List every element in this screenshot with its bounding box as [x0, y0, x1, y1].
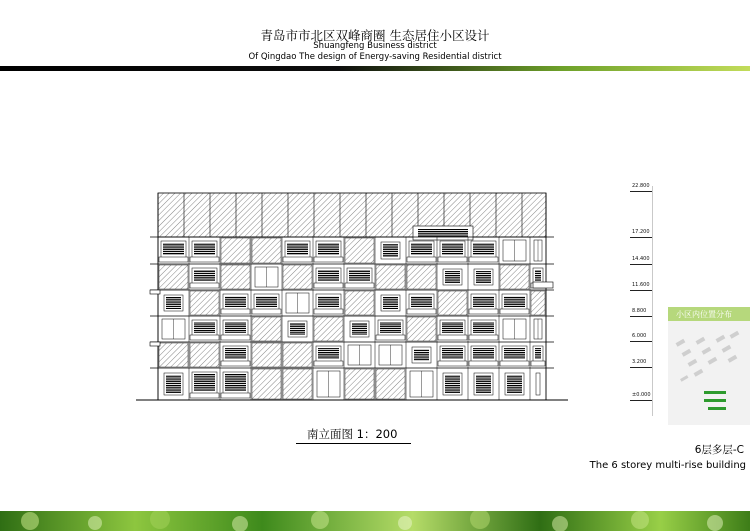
site-block — [696, 337, 706, 345]
balcony-rail — [221, 335, 250, 340]
site-block — [702, 347, 712, 355]
wall-panel — [221, 238, 250, 263]
level-label: 14.400 — [632, 256, 650, 262]
balcony-rail — [438, 335, 467, 340]
site-block — [682, 349, 692, 357]
balcony-rail — [190, 257, 219, 262]
window-blinds — [473, 348, 494, 359]
balcony-rail — [469, 257, 498, 262]
level-tick — [630, 264, 652, 265]
panel-divider — [652, 186, 653, 416]
balcony-rail — [469, 335, 498, 340]
site-block — [680, 375, 688, 382]
window-blinds — [287, 243, 308, 255]
window-blinds — [352, 323, 367, 335]
wall-panel — [500, 265, 529, 289]
balcony-rail — [500, 361, 529, 366]
balcony-rail — [469, 309, 498, 314]
window-blinds — [318, 270, 339, 281]
window-blinds — [318, 296, 339, 307]
window-blinds — [166, 375, 181, 393]
wall-panel — [283, 369, 312, 399]
wall-panel — [221, 265, 250, 289]
footer-foliage-highlights — [0, 511, 750, 531]
window-blinds — [411, 296, 432, 307]
balcony-rail — [438, 361, 467, 366]
site-block — [676, 339, 686, 347]
wall-panel — [252, 317, 281, 341]
balcony-rail — [221, 393, 250, 398]
window-blinds — [445, 271, 460, 283]
balcony-rail — [252, 309, 281, 314]
window-blinds — [225, 322, 246, 333]
window-blinds — [163, 243, 184, 255]
level-label: 3.200 — [632, 359, 647, 365]
balcony-rail — [345, 283, 374, 288]
caption-underline — [296, 443, 411, 444]
balcony-rail — [314, 309, 343, 314]
window-blinds — [318, 243, 339, 255]
canopy — [533, 282, 553, 288]
window-blinds — [507, 375, 522, 393]
balcony-rail — [221, 309, 250, 314]
window-blinds — [166, 297, 181, 309]
window — [536, 373, 540, 395]
penthouse-window — [418, 229, 468, 237]
level-label: 11.600 — [632, 282, 650, 288]
wall-panel — [531, 291, 545, 315]
balcony-rail — [407, 257, 436, 262]
balcony-rail — [314, 361, 343, 366]
window-blinds — [414, 349, 429, 361]
window-blinds — [290, 323, 305, 335]
roof-parapet — [158, 193, 546, 237]
site-block — [728, 355, 738, 363]
window-blinds — [445, 375, 460, 393]
balcony-rail — [190, 335, 219, 340]
balcony-rail — [500, 309, 529, 314]
window-blinds — [411, 243, 432, 255]
wall-panel — [376, 265, 405, 289]
location-panel-title: 小区内位置分布 — [676, 310, 732, 319]
level-tick — [630, 316, 652, 317]
window-blinds — [504, 296, 525, 307]
project-subtitle-line2: Of Qingdao The design of Energy-saving Residential district — [248, 52, 502, 62]
window-blinds — [535, 270, 541, 281]
location-panel — [668, 321, 750, 425]
window-blinds — [256, 296, 277, 307]
window-blinds — [442, 322, 463, 333]
balcony-rail — [283, 257, 312, 262]
wall-panel — [407, 265, 436, 289]
wall-panel — [376, 369, 405, 399]
level-tick — [630, 237, 652, 238]
balcony-rail — [376, 335, 405, 340]
window-blinds — [473, 322, 494, 333]
balcony-rail — [407, 309, 436, 314]
wall-panel — [190, 343, 219, 367]
balcony-rail — [469, 361, 498, 366]
level-label: 6.000 — [632, 333, 647, 339]
level-tick — [630, 191, 652, 192]
window-blinds — [380, 322, 401, 333]
window-blinds — [349, 270, 370, 281]
highlight-building — [708, 407, 726, 410]
site-block — [688, 359, 698, 367]
window-blinds — [225, 348, 246, 359]
wall-panel — [252, 343, 281, 367]
wall-panel — [159, 343, 188, 367]
level-tick — [630, 290, 652, 291]
window-blinds — [194, 322, 215, 333]
balcony-rail — [438, 257, 467, 262]
wall-panel — [283, 343, 312, 367]
highlight-building — [704, 391, 726, 394]
site-plan-thumbnail — [668, 321, 750, 425]
building-type-label-en: The 6 storey multi-rise building — [589, 460, 746, 471]
balcony-rail — [531, 361, 545, 366]
window-blinds — [473, 296, 494, 307]
wall-panel — [283, 265, 312, 289]
wall-panel — [345, 238, 374, 263]
window-blinds — [225, 296, 246, 307]
window-blinds — [535, 348, 541, 359]
wall-panel — [252, 238, 281, 263]
window-blinds — [194, 374, 215, 391]
wall-panel — [438, 291, 467, 315]
canopy — [150, 342, 160, 346]
highlight-building — [704, 399, 726, 402]
window-blinds — [476, 375, 491, 393]
window-blinds — [504, 348, 525, 359]
balcony-rail — [221, 361, 250, 366]
window-blinds — [383, 244, 398, 257]
building-type-label: 6层多层-C — [694, 444, 744, 456]
wall-panel — [252, 369, 281, 399]
window-blinds — [225, 374, 246, 391]
wall-panel — [314, 317, 343, 341]
wall-panel — [159, 265, 188, 289]
level-tick — [630, 341, 652, 342]
window-blinds — [383, 297, 398, 309]
window-blinds — [473, 243, 494, 255]
balcony-rail — [190, 393, 219, 398]
window-blinds — [476, 271, 491, 283]
site-block — [722, 345, 732, 353]
project-title: 青岛市市北区双峰商圈 生态居住小区设计 — [260, 28, 490, 43]
wall-panel — [345, 291, 374, 315]
window-blinds — [194, 243, 215, 255]
elevation-caption: 南立面图 1：200 — [307, 427, 398, 441]
window-blinds — [442, 348, 463, 359]
wall-panel — [190, 291, 219, 315]
level-label: 22.800 — [632, 183, 650, 189]
wall-panel — [407, 317, 436, 341]
level-tick — [630, 400, 652, 401]
canopy — [150, 290, 160, 294]
window-blinds — [442, 243, 463, 255]
level-label: 8.800 — [632, 308, 647, 314]
level-tick — [630, 367, 652, 368]
site-block — [694, 369, 704, 377]
site-block — [730, 331, 740, 339]
project-subtitle-line1: Shuangfeng Business district — [313, 41, 437, 51]
balcony-rail — [190, 283, 219, 288]
window-blinds — [194, 270, 215, 281]
level-label: 17.200 — [632, 229, 650, 235]
window-blinds — [318, 348, 339, 359]
wall-panel — [345, 369, 374, 399]
site-block — [708, 357, 718, 365]
balcony-rail — [314, 257, 343, 262]
balcony-rail — [314, 283, 343, 288]
balcony-rail — [159, 257, 188, 262]
level-label: ±0.000 — [632, 392, 651, 398]
site-block — [716, 335, 726, 343]
